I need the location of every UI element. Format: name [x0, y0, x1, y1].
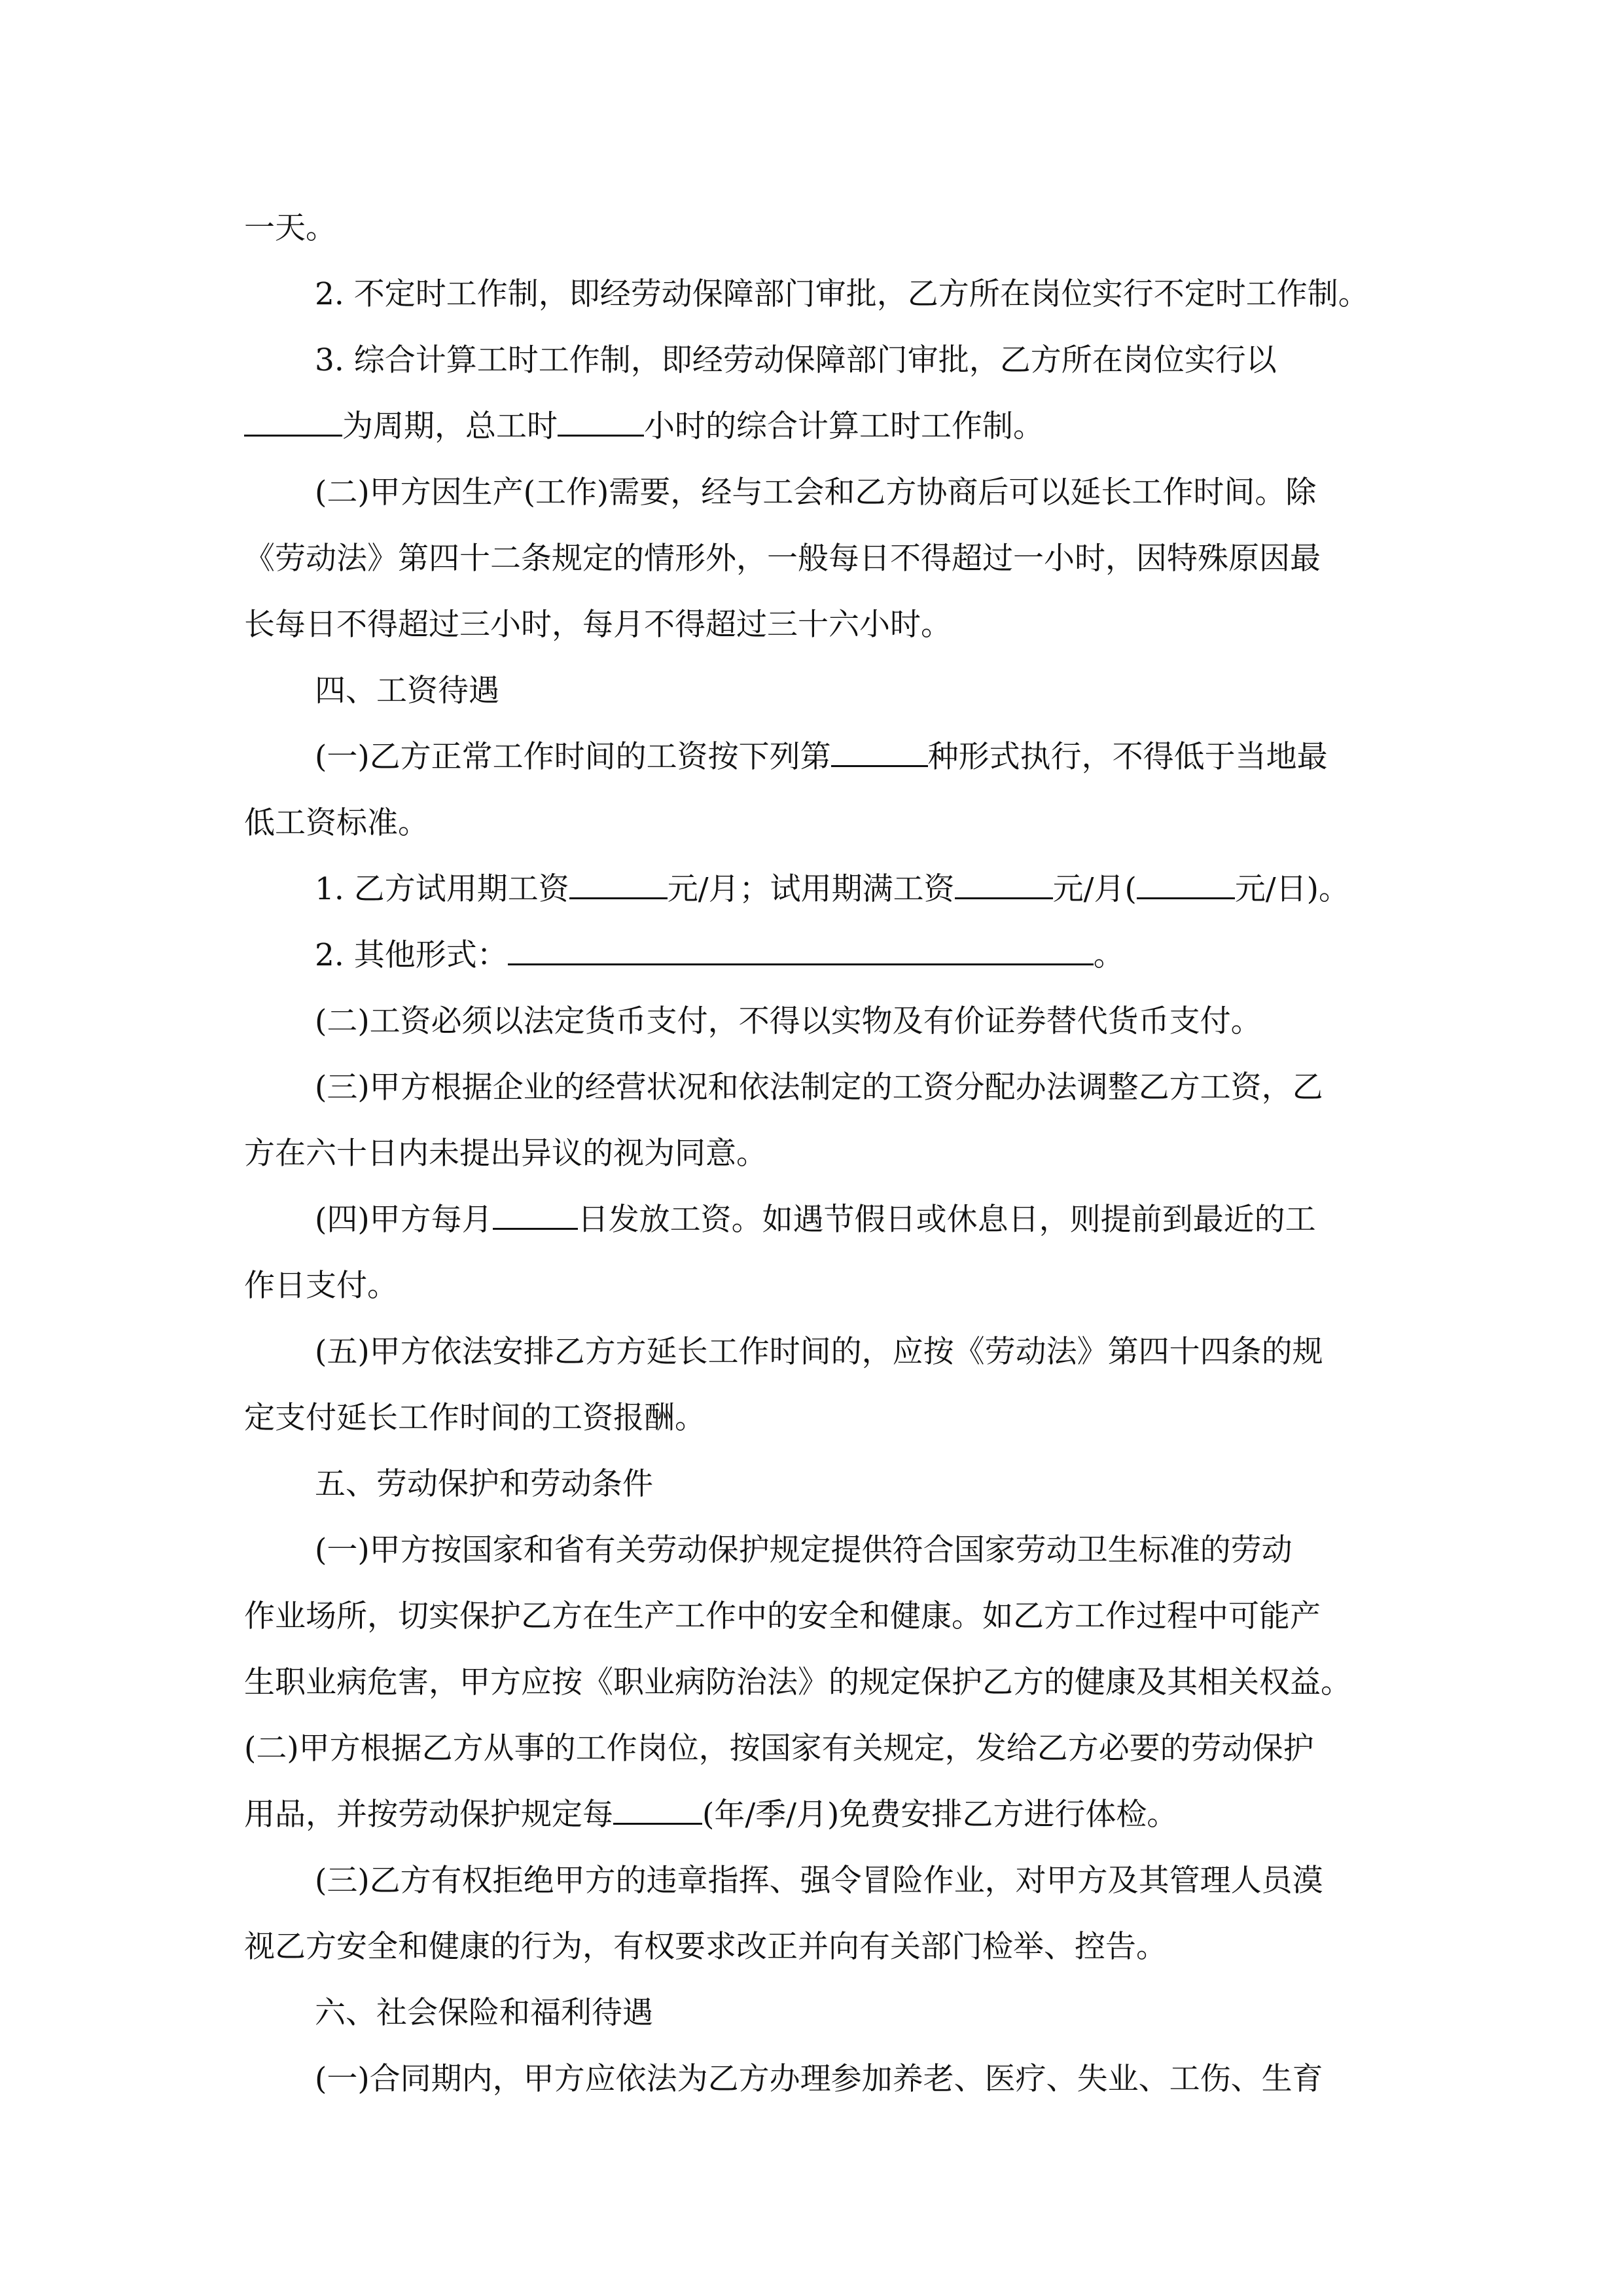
- clause-protective-equipment: (二)甲方根据乙方从事的工作岗位，按国家有关规定，发给乙方必要的劳动保护: [244, 1731, 1314, 1767]
- period-blank[interactable]: [244, 434, 342, 437]
- clause-workplace-safety: (一)甲方按国家和省有关劳动保护规定提供符合国家劳动卫生标准的劳动: [315, 1532, 1293, 1568]
- clause-wage-form: (一)乙方正常工作时间的工资按下列第 种形式执行，不得低于当地最: [315, 739, 1328, 775]
- section-heading-protection: 五、劳动保护和劳动条件: [315, 1466, 653, 1502]
- wage-form-blank[interactable]: [831, 764, 928, 767]
- paragraph-line: 作业场所，切实保护乙方在生产工作中的安全和健康。如乙方工作过程中可能产: [244, 1598, 1321, 1634]
- section-heading-wages: 四、工资待遇: [315, 673, 499, 709]
- clause-comprehensive-hours: 3. 综合计算工时工作制，即经劳动保障部门审批，乙方所在岗位实行以: [315, 342, 1277, 378]
- paragraph-line: 视乙方安全和健康的行为，有权要求改正并向有关部门检举、控告。: [244, 1929, 1167, 1965]
- payday-blank[interactable]: [493, 1227, 578, 1230]
- clause-social-insurance: (一)合同期内，甲方应依法为乙方办理参加养老、医疗、失业、工伤、生育: [315, 2061, 1323, 2097]
- clause-overtime-pay: (五)甲方依法安排乙方方延长工作时间的，应按《劳动法》第四十四条的规: [315, 1334, 1323, 1370]
- clause-other-forms: 2. 其他形式： 。: [315, 937, 1124, 973]
- checkup-frequency-blank[interactable]: [613, 1822, 702, 1825]
- paragraph-line: 低工资标准。: [244, 805, 429, 841]
- clause-refuse-unsafe-orders: (三)乙方有权拒绝甲方的违章指挥、强令冒险作业，对甲方及其管理人员漠: [315, 1863, 1323, 1899]
- daily-wage-blank[interactable]: [1137, 897, 1235, 899]
- paragraph-line: 作日支付。: [244, 1268, 398, 1304]
- paragraph-line: 为周期，总工时 小时的综合计算工时工作制。: [244, 393, 1399, 459]
- total-hours-blank[interactable]: [558, 434, 644, 437]
- clause-overtime: (二)甲方因生产(工作)需要，经与工会和乙方协商后可以延长工作时间。除: [315, 475, 1317, 511]
- paragraph-line: 生职业病危害，甲方应按《职业病防治法》的规定保护乙方的健康及其相关权益。: [244, 1664, 1351, 1700]
- other-form-blank[interactable]: [508, 963, 1094, 965]
- paragraph-line: 一天。: [244, 210, 336, 246]
- paragraph-line: 《劳动法》第四十二条规定的情形外，一般每日不得超过一小时，因特殊原因最: [244, 541, 1321, 577]
- regular-wage-blank[interactable]: [955, 897, 1053, 899]
- clause-irregular-hours: 2. 不定时工作制，即经劳动保障部门审批，乙方所在岗位实行不定时工作制。: [315, 276, 1369, 312]
- paragraph-line: 定支付延长工作时间的工资报酬。: [244, 1400, 705, 1436]
- paragraph-line: 用品，并按劳动保护规定每 (年/季/月)免费安排乙方进行体检。: [244, 1797, 1178, 1833]
- probation-wage-blank[interactable]: [569, 897, 668, 899]
- paragraph-line: 长每日不得超过三小时，每月不得超过三十六小时。: [244, 607, 952, 643]
- contract-body: [244, 195, 1399, 2112]
- clause-probation-wage: 1. 乙方试用期工资 元/月；试用期满工资 元/月( 元/日)。: [315, 871, 1349, 907]
- clause-payday: (四)甲方每月 日发放工资。如遇节假日或休息日，则提前到最近的工: [315, 1202, 1316, 1238]
- clause-wage-adjustment: (三)甲方根据企业的经营状况和依法制定的工资分配办法调整乙方工资，乙: [315, 1069, 1323, 1105]
- clause-currency: (二)工资必须以法定货币支付，不得以实物及有价证券替代货币支付。: [315, 1003, 1262, 1039]
- paragraph-line: 方在六十日内未提出异议的视为同意。: [244, 1136, 767, 1172]
- section-heading-insurance: 六、社会保险和福利待遇: [315, 1995, 653, 2031]
